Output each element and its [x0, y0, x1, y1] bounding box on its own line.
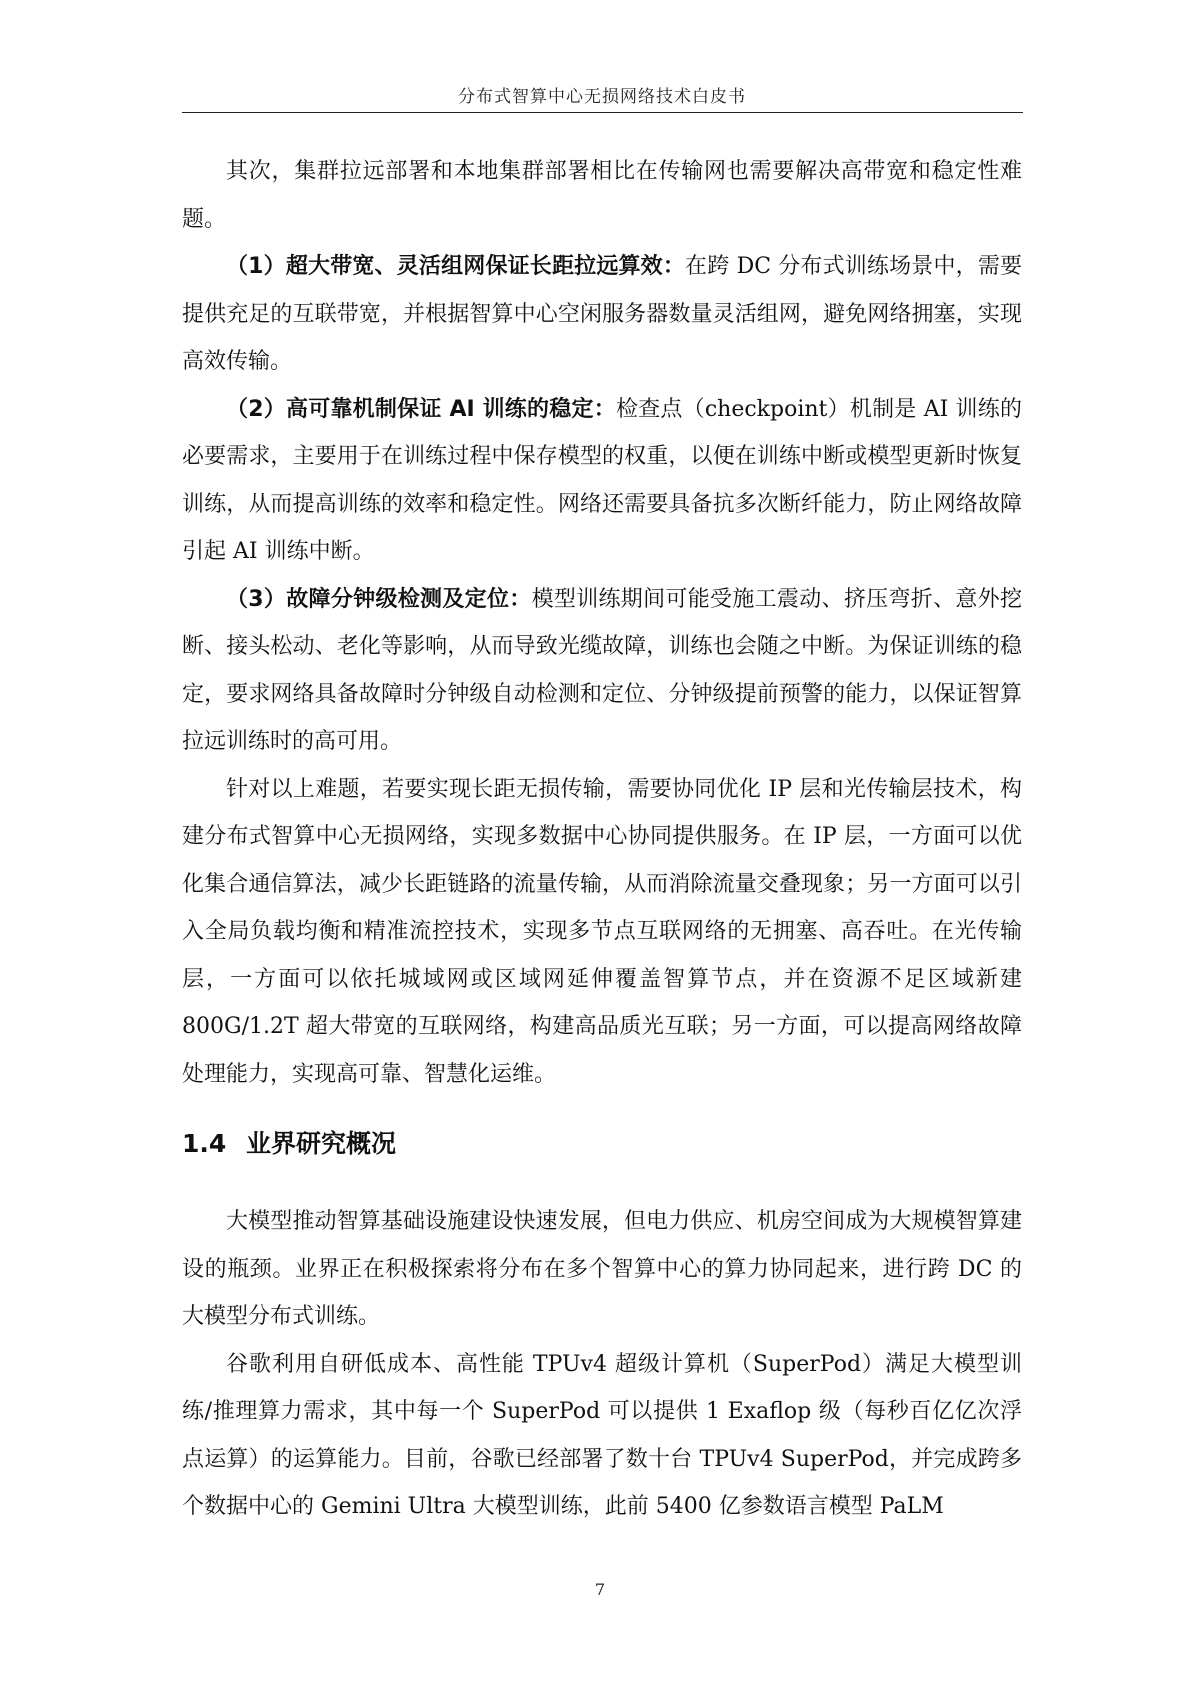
section-heading — [182, 1124, 1022, 1164]
paragraph-text: 在跨 DC 分布式训练场景中，需要提供充足的互联带宽，并根据智算中心空闲服务器数量灵活组网，避免网络拥塞，实现高效传输。 — [182, 254, 1022, 374]
header-divider — [182, 112, 1023, 113]
section-title: 业界研究概况 — [246, 1129, 397, 1158]
requirement-lead-reliability: （2）高可靠机制保证 AI 训练的稳定： — [226, 396, 616, 422]
page-body — [182, 148, 1022, 1531]
paragraph-text: 其次，集群拉远部署和本地集群部署相比在传输网也需要解决高带宽和稳定性难题。 — [182, 159, 1022, 232]
requirement-lead-bandwidth: （1）超大带宽、灵活组网保证长距拉远算效： — [226, 254, 686, 279]
paragraph-text: 模型训练期间可能受施工震动、挤压弯折、意外挖断、接头松动、老化等影响，从而导致光缆故障，训练也会随之中断。为保证训练的稳定，要求网络具备故障时分钟级自动检测和定位、分钟级提前预警的能力，以保证智算拉远训练时的高可用。 — [182, 586, 1022, 754]
paragraph-google-tpu — [182, 1341, 1022, 1531]
page-number: 7 — [594, 1580, 606, 1599]
paragraph-requirement-bandwidth — [182, 243, 1022, 386]
paragraph-text: 针对以上难题，若要实现长距无损传输，需要协同优化 IP 层和光传输层技术，构建分布式智算中心无损网络，实现多数据中心协同提供服务。在 IP 层，一方面可以优化集合通信算法，减少长距链路的流量传输，从而消除流量交叠现象；另一方面可以引入全局负载均衡和精准流控技术，实现多节点互联网络的无拥塞、高吞吐。在光传输层，一方面可以依托城域网或区域网延伸覆盖智算节点，并在资源不足区域新建 800G/1.2T 超大带宽的互联网络，构建高品质光互联；另一方面，可以提高网络故障处理能力，实现高可靠、智慧化运维。 — [182, 776, 1022, 1087]
requirement-lead-fault-detection: （3）故障分钟级检测及定位： — [226, 586, 532, 612]
paragraph-text: 大模型推动智算基础设施建设快速发展，但电力供应、机房空间成为大规模智算建设的瓶颈。业界正在积极探索将分布在多个智算中心的算力协同起来，进行跨 DC 的大模型分布式训练。 — [182, 1209, 1022, 1329]
paragraph-text: 谷歌利用自研低成本、高性能 TPUv4 超级计算机（SuperPod）满足大模型训练/推理算力需求，其中每一个 SuperPod 可以提供 1 Exaflop 级（每秒百亿亿次浮点运算）的运算能力。目前，谷歌已经部署了数十台 TPUv4 SuperPod，并完成跨多个数据中心的 Gemini Ultra 大模型训练，此前 5400 亿参数语言模型 PaLM — [182, 1351, 1022, 1519]
paragraph-requirement-reliability — [182, 386, 1022, 576]
paragraph-text: 检查点（checkpoint）机制是 AI 训练的必要需求，主要用于在训练过程中保存模型的权重，以便在训练中断或模型更新时恢复训练，从而提高训练的效率和稳定性。网络还需要具备抗多次断纤能力，防止网络故障引起 AI 训练中断。 — [182, 396, 1022, 564]
section-number: 1.4 — [182, 1129, 227, 1158]
paragraph-requirement-fault-detection — [182, 576, 1022, 766]
paragraph-solution-overview — [182, 766, 1022, 1099]
page-header-title: 分布式智算中心无损网络技术白皮书 — [458, 87, 746, 107]
paragraph-stability-intro — [182, 148, 1022, 243]
paragraph-industry-overview — [182, 1198, 1022, 1341]
